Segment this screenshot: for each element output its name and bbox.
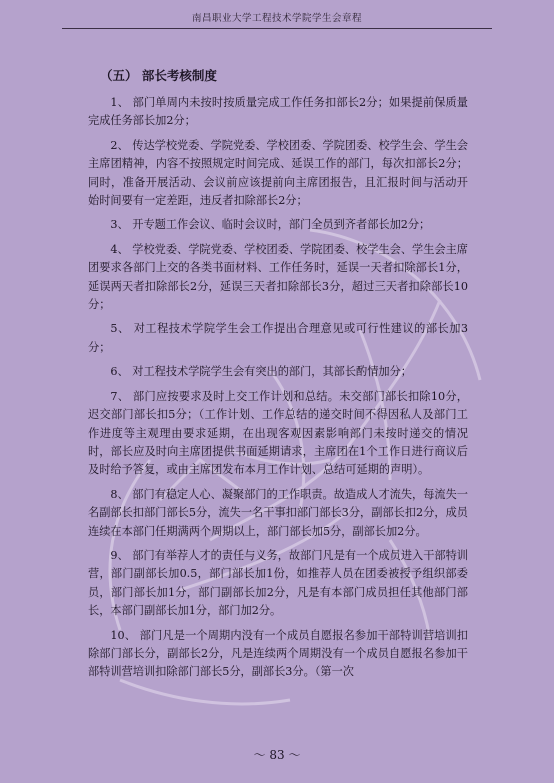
running-header: 南昌职业大学工程技术学院学生会章程 bbox=[62, 10, 492, 29]
clause-4: 4、 学校党委、学院党委、学校团委、学院团委、校学生会、学生会主席团要求各部门上交的各类书面材料、工作任务时，延误一天者扣除部长1分，延误两天者扣除部长2分，延误三天者扣除部长3分，超过三天者扣除部长10分； bbox=[88, 242, 468, 312]
document-body bbox=[88, 66, 468, 688]
clause-8: 8、 部门有稳定人心、凝聚部门的工作职责。故造成人才流失，每流失一名副部长扣部门部长5分，流失一名干事扣部门部长3分，副部长扣2分，成员连续在本部门任期满两个周期以上，部门部长加5分，副部长加2分。 bbox=[88, 487, 468, 538]
clause-3: 3、 开专题工作会议、临时会议时，部门全员到齐者部长加2分； bbox=[110, 218, 431, 232]
clause-10: 10、 部门凡是一个周期内没有一个成员自愿报名参加干部特训营培训扣除部门部长分，副部长2分，凡是连续两个周期没有一个成员自愿报名参加干部特训营培训扣除部门部长5分，副部长3分。（第一次 bbox=[88, 628, 468, 679]
clause-2: 2、 传达学校党委、学院党委、学校团委、学院团委、校学生会、学生会主席团精神，内容不按照规定时间完成、延误工作的部门，每次扣部长2分；同时，准备开展活动、会议前应该提前向主席团报告，且汇报时间与活动开始时间要有一定差距，违反者扣除部长2分； bbox=[88, 138, 468, 208]
clause-6: 6、 对工程技术学院学生会有突出的部门，其部长酌情加分； bbox=[110, 365, 412, 379]
clause-5: 5、 对工程技术学院学生会工作提出合理意见或可行性建议的部长加3分； bbox=[88, 322, 468, 354]
page-number: ～ 83 ～ bbox=[253, 748, 301, 762]
clause-1: 1、 部门单周内未按时按质量完成工作任务扣部长2分；如果提前保质量完成任务部长加2分； bbox=[88, 96, 468, 128]
clause-7: 7、 部门应按要求及时上交工作计划和总结。未交部门部长扣除10分，迟交部门部长扣5分；（工作计划、工作总结的递交时间不得因私人及部门工作进度等主观理由要求延期，在出现客观因素影响部门未按时递交的情况时，部长应及时向主席团提供书面延期请求，主席团在1个工作日进行商议后及时给予答复，或由主席团发布本月工作计划、总结可延期的声明）。 bbox=[88, 389, 468, 477]
clause-9: 9、 部门有举荐人才的责任与义务，故部门凡是有一个成员进入干部特训营，部门副部长加0.5，部门部长加1份，如推荐人员在团委被授予组织部委员，部门部长加1分，部门副部长加2分，凡是有本部门成员担任其他部门部长，本部门副部长加1分，部门加2分。 bbox=[88, 548, 468, 618]
section-heading: （五） 部长考核制度 bbox=[100, 68, 217, 83]
